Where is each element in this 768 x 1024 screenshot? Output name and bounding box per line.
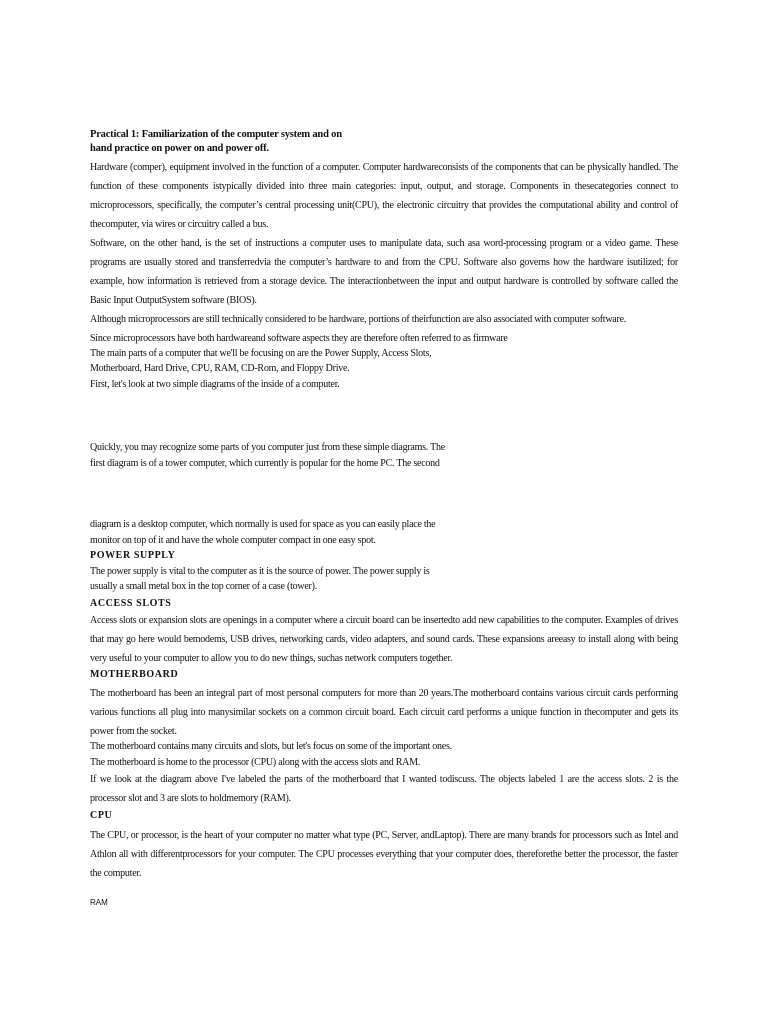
paragraph-access-slots: Access slots or expansion slots are openings in a computer where a circuit board can be insertedto add new capabilities to the computer. Examples of drives that may go here would bemodems, USB drives, networking cards, video adapters, and sound cards. These expansions areeasy to install along with being very useful to your computer to allow you to do new things, suchas network computers together. xyxy=(90,615,678,664)
heading-motherboard: MOTHERBOARD xyxy=(90,669,179,680)
paragraph-motherboard-diagram: If we look at the diagram above I've labeled the parts of the motherboard that I wanted todiscuss. The objects labeled 1 are the access slots. 2 is the processor slot and 3 are slots to holdmemory (RAM). xyxy=(90,774,678,804)
diagrams-line-2: first diagram is of a tower computer, which currently is popular for the home PC. The second xyxy=(90,458,440,469)
paragraph-cpu: The CPU, or processor, is the heart of your computer no matter what type (PC, Server, andLaptop). There are many brands for processors such as Intel and Athlon all with differentprocessors for your computer. The CPU processes everything that your computer does, thereforethe better the processor, the faster the computer. xyxy=(90,830,678,879)
heading-power-supply: POWER SUPPLY xyxy=(90,550,176,561)
desktop-line-1: diagram is a desktop computer, which normally is used for space as you can easily place the xyxy=(90,519,436,530)
heading-access-slots: ACCESS SLOTS xyxy=(90,598,172,609)
title-line-2: hand practice on power on and power off. xyxy=(90,143,269,154)
motherboard-line-1: The motherboard contains many circuits and slots, but let's focus on some of the important ones. xyxy=(90,741,452,752)
diagrams-line-1: Quickly, you may recognize some parts of you computer just from these simple diagrams. The xyxy=(90,442,445,453)
desktop-line-2: monitor on top of it and have the whole computer compact in one easy spot. xyxy=(90,535,376,546)
practical-title xyxy=(90,128,678,156)
parts-line-3: First, let's look at two simple diagrams of the inside of a computer. xyxy=(90,379,340,390)
motherboard-line-2: The motherboard is home to the processor (CPU) along with the access slots and RAM. xyxy=(90,757,421,768)
paragraph-hardware: Hardware (comper), equipment involved in the function of a computer. Computer hardwareconsists of the components that can be physically handled. The function of these components istypically divided into three main categories: input, output, and storage. Components in thesecategories connect to microprocessors, specifically, the computer’s central processing unit(CPU), the electronic circuitry that provides the computational ability and control of thecomputer, via wires or circuitry called a bus. xyxy=(90,162,678,230)
paragraph-firmware-part1: Although microprocessors are still technically considered to be hardware, portions of theirfunction are also associated with computer software. xyxy=(90,314,627,325)
parts-line-2: Motherboard, Hard Drive, CPU, RAM, CD-Rom, and Floppy Drive. xyxy=(90,363,350,374)
parts-line-1: The main parts of a computer that we'll be focusing on are the Power Supply, Access Slots, xyxy=(90,348,432,359)
power-supply-line-2: usually a small metal box in the top corner of a case (tower). xyxy=(90,581,317,592)
paragraph-motherboard: The motherboard has been an integral part of most personal computers for more than 20 years.The motherboard contains various circuit cards performing various functions all plug into manysimilar sockets on a common circuit board. Each circuit card performs a unique function in thecomputer and gets its power from the socket. xyxy=(90,688,678,737)
title-line-1: Practical 1: Familiarization of the computer system and on xyxy=(90,129,342,140)
heading-ram: RAM xyxy=(90,898,108,907)
paragraph-firmware-part2: Since microprocessors have both hardwareand software aspects they are therefore often referred to as firmware xyxy=(90,333,508,344)
power-supply-line-1: The power supply is vital to the computer as it is the source of power. The power supply is xyxy=(90,566,430,577)
heading-cpu: CPU xyxy=(90,810,113,821)
paragraph-software: Software, on the other hand, is the set of instructions a computer uses to manipulate data, such asa word-processing program or a video game. These programs are usually stored and transferredvia the computer’s hardware to and from the CPU. Software also governs how the hardware isutilized; for example, how information is retrieved from a storage device. The interactionbetween the input and output hardware is controlled by software called the Basic Input OutputSystem software (BIOS). xyxy=(90,238,678,306)
